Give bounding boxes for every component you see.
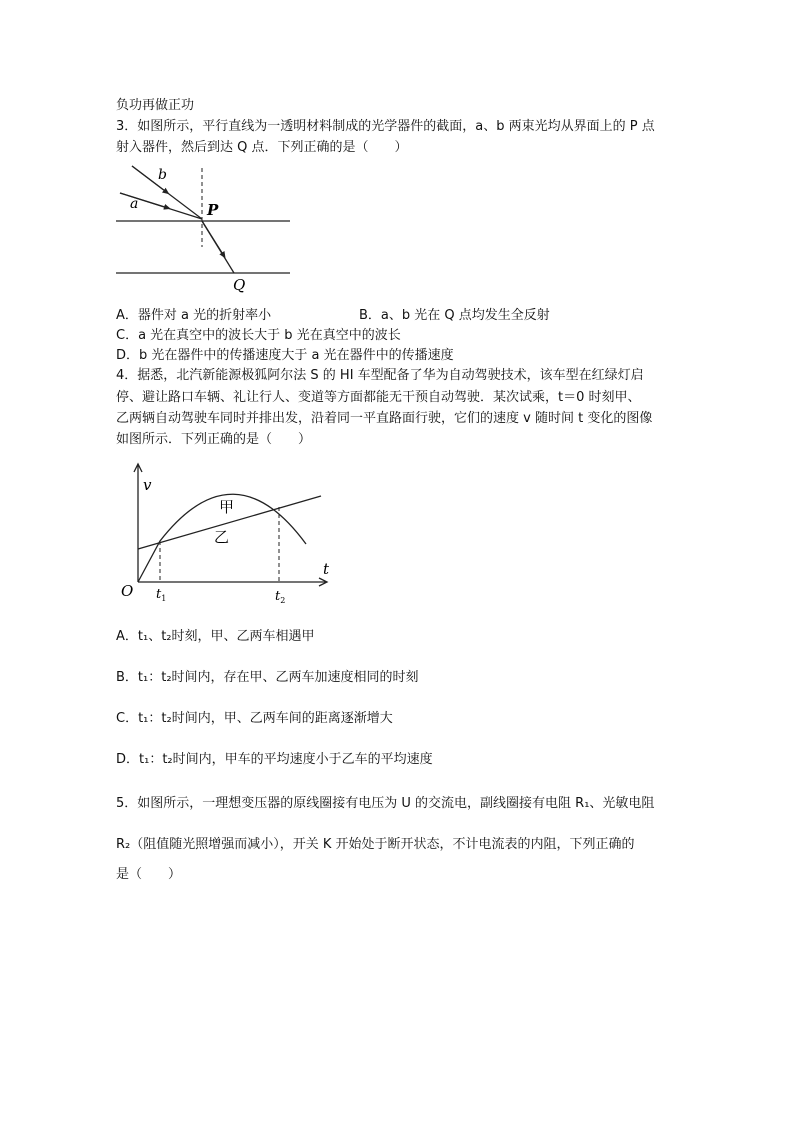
q4-stem-line1: 4．据悉，北汽新能源极狐阿尔法 S 的 HI 车型配备了华为自动驾驶技术，该车型在红绿灯启	[116, 368, 644, 383]
q3-label-a: a	[130, 196, 139, 212]
q4-option-c: C．t₁：t₂时间内，甲、乙两车间的距离逐渐增大	[116, 711, 393, 726]
q4-stem-line3: 乙两辆自动驾驶车同时并排出发，沿着同一平直路面行驶，它们的速度 v 随时间 t 变化的图像	[116, 411, 653, 426]
q4-label-t2: $t_2$	[275, 589, 286, 605]
q5-stem-line1: 5．如图所示，一理想变压器的原线圈接有电压为 U 的交流电，副线圈接有电阻 R₁、光敏电阻	[116, 796, 655, 811]
q4-label-origin: O	[121, 582, 134, 600]
q4-label-t1: $t_1$	[156, 587, 167, 603]
q3-refracted-arrow	[202, 221, 224, 256]
q4-vt-graph	[116, 460, 336, 610]
q4-stem-line4: 如图所示．下列正确的是（ ）	[116, 432, 312, 447]
q3-option-d: D．b 光在器件中的传播速度大于 a 光在器件中的传播速度	[116, 348, 454, 363]
q4-stem-line2: 停、避让路口车辆、礼让行人、变道等方面都能无干预自动驾驶．某次试乘，t＝0 时刻甲、	[116, 390, 641, 405]
q4-option-d: D．t₁：t₂时间内，甲车的平均速度小于乙车的平均速度	[116, 752, 433, 767]
q4-label-jia: 甲	[219, 498, 235, 516]
q4-label-v: v	[143, 476, 152, 494]
q3-stem-line1: 3．如图所示，平行直线为一透明材料制成的光学器件的截面，a、b 两束光均从界面上的 P 点	[116, 119, 655, 134]
page-top-line: 负功再做正功	[116, 98, 195, 113]
q3-label-b: b	[158, 167, 167, 183]
q3-stem-line2: 射入器件，然后到达 Q 点．下列正确的是（ ）	[116, 140, 408, 155]
q3-label-Q: Q	[233, 276, 246, 294]
q3-option-b: B．a、b 光在 Q 点均发生全反射	[359, 308, 550, 323]
q4-label-t: t	[323, 560, 330, 578]
q3-label-P: P	[207, 201, 219, 219]
q4-label-yi: 乙	[214, 528, 230, 546]
q3-option-a: A．器件对 a 光的折射率小	[116, 308, 272, 323]
q5-stem-line2: R₂（阻值随光照增强而减小），开关 K 开始处于断开状态，不计电流表的内阻，下列正确的	[116, 837, 635, 852]
q5-stem-line3: 是（ ）	[116, 867, 182, 882]
q3-ray-a-arrow	[120, 193, 168, 208]
q3-option-c: C．a 光在真空中的波长大于 b 光在真空中的波长	[116, 328, 401, 343]
q3-optics-figure	[110, 162, 300, 302]
q4-option-a: A．t₁、t₂时刻，甲、乙两车相遇甲	[116, 629, 315, 644]
q4-option-b: B．t₁：t₂时间内，存在甲、乙两车加速度相同的时刻	[116, 670, 419, 685]
